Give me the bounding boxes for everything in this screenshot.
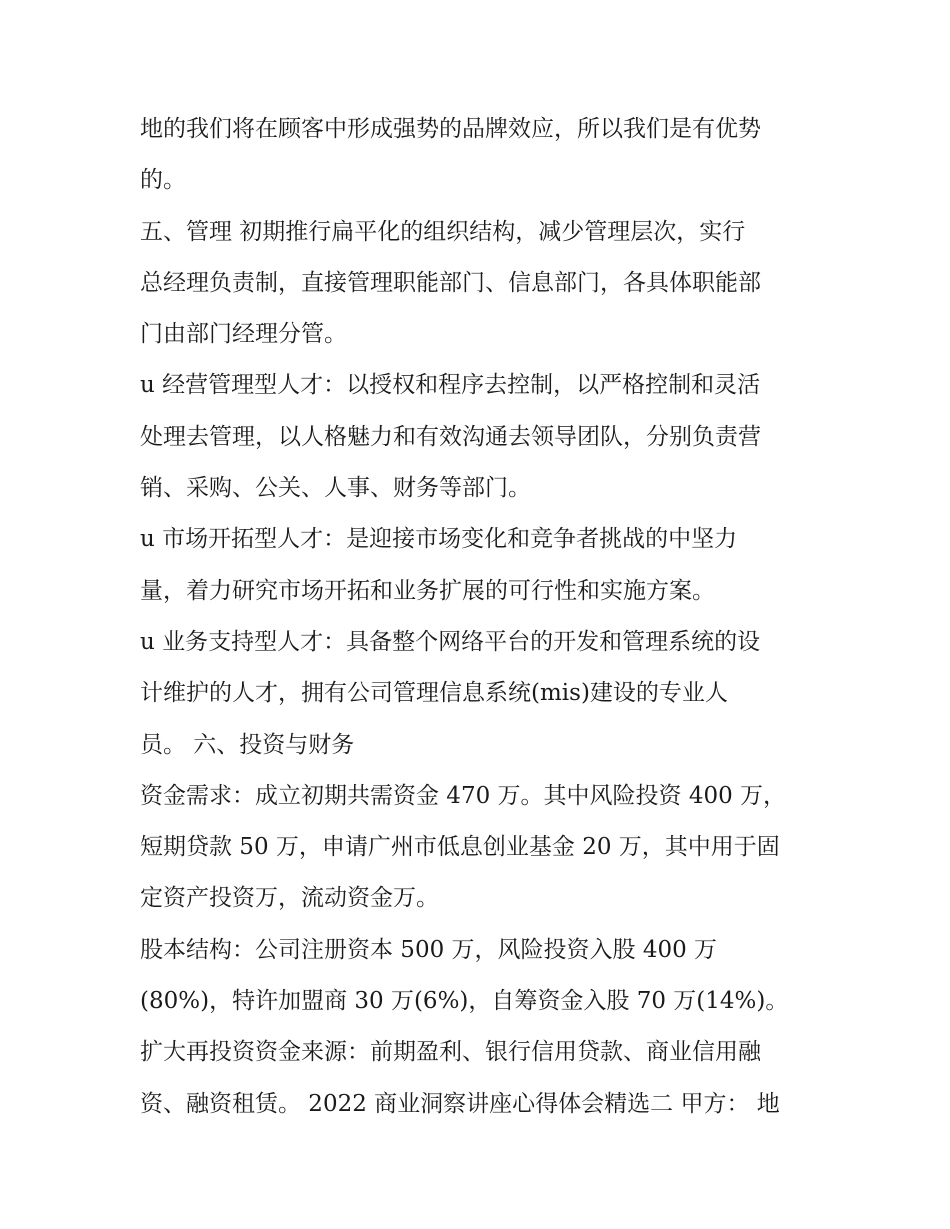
text-line: 资金需求：成立初期共需资金 470 万。其中风险投资 400 万，	[140, 782, 787, 809]
text-line: 股本结构：公司注册资本 500 万，风险投资入股 400 万	[140, 936, 718, 963]
text-line: 处理去管理，以人格魅力和有效沟通去领导团队，分别负责营	[140, 423, 761, 450]
text-line: (80%)，特许加盟商 30 万(6%)，自筹资金入股 70 万(14%)。	[140, 988, 789, 1015]
text-line: 量，着力研究市场开拓和业务扩展的可行性和实施方案。	[140, 577, 715, 604]
text-line: 计维护的人才，拥有公司管理信息系统(mis)建设的专业人	[140, 680, 728, 707]
text-line: 五、管理 初期推行扁平化的组织结构，减少管理层次，实行	[140, 218, 746, 245]
text-line: u 业务支持型人才：具备整个网络平台的开发和管理系统的设	[140, 628, 761, 655]
text-line: u 市场开拓型人才：是迎接市场变化和竞争者挑战的中坚力	[140, 526, 738, 553]
text-line: 地的我们将在顾客中形成强势的品牌效应，所以我们是有优势	[140, 116, 761, 142]
text-line: 定资产投资万，流动资金万。	[140, 885, 439, 912]
text-line: 总经理负责制，直接管理职能部门、信息部门，各具体职能部	[140, 269, 761, 296]
text-line: u 经营管理型人才：以授权和程序去控制，以严格控制和灵活	[140, 372, 761, 399]
text-line: 员。 六、投资与财务	[140, 731, 355, 758]
text-line: 资、融资租赁。 2022 商业洞察讲座心得体会精选二 甲方： 地	[140, 1090, 780, 1117]
text-line: 扩大再投资资金来源：前期盈利、银行信用贷款、商业信用融	[140, 1039, 761, 1066]
text-line: 门由部门经理分管。	[140, 321, 347, 348]
body-text	[140, 104, 820, 1130]
text-line: 短期贷款 50 万，申请广州市低息创业基金 20 万，其中用于固	[140, 834, 780, 861]
text-line: 销、采购、公关、人事、财务等部门。	[140, 475, 531, 502]
text-line: 的。	[140, 167, 186, 194]
